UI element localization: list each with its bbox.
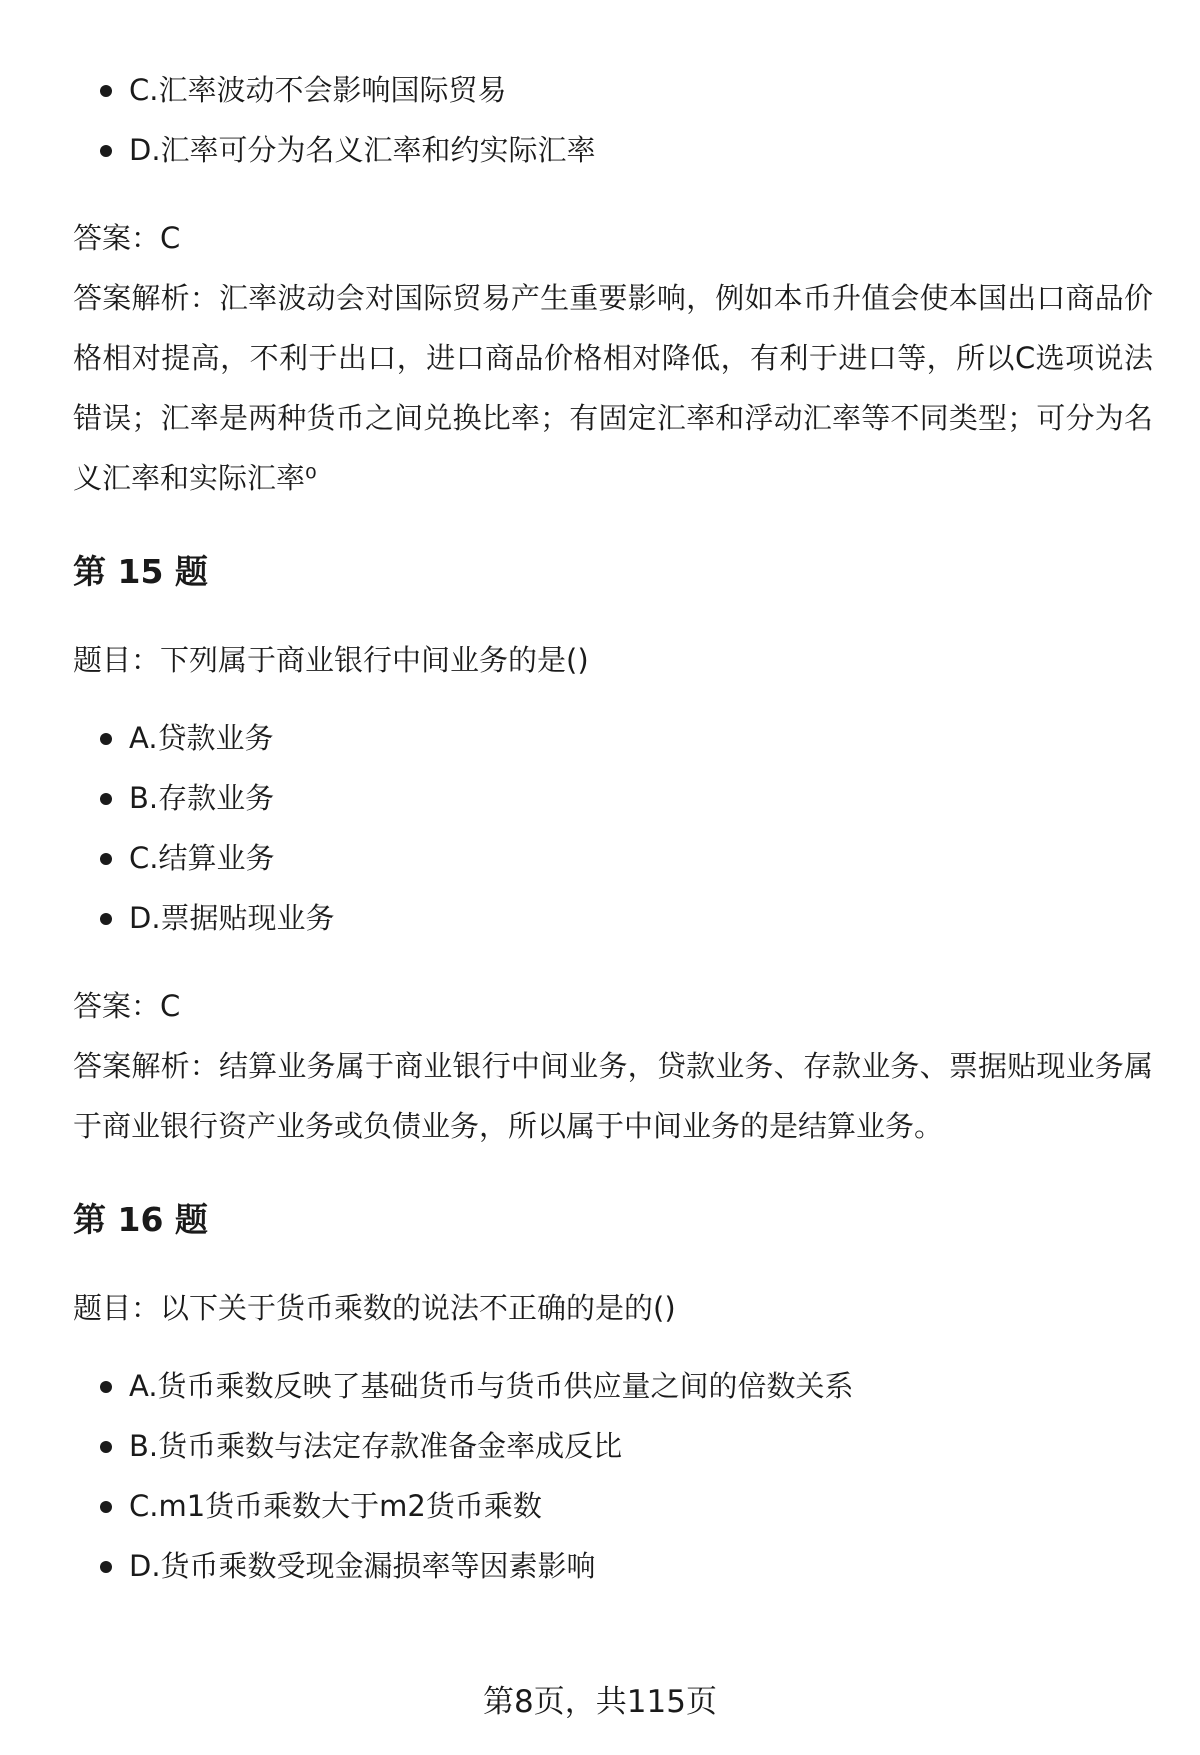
bullet-dot xyxy=(100,1561,112,1573)
option-text: C.m1货币乘数大于m2货币乘数 xyxy=(129,1489,542,1523)
option-text: C.结算业务 xyxy=(129,841,275,875)
bullet-dot xyxy=(100,85,112,97)
option-d xyxy=(73,120,1153,180)
answer: 答案：C xyxy=(73,221,181,255)
answer-analysis: 答案解析：结算业务属于商业银行中间业务，贷款业务、存款业务、票据贴现业务属于商业银行资产业务或负债业务，所以属于中间业务的是结算业务。 xyxy=(73,1049,1153,1143)
question-16 xyxy=(73,1190,1153,1596)
document-page xyxy=(73,64,1153,1596)
question-text: 题目：以下关于货币乘数的说法不正确的是的() xyxy=(73,1291,676,1325)
bullet-dot xyxy=(100,1441,112,1453)
question-16-options xyxy=(73,1356,1153,1596)
bullet-dot xyxy=(100,1501,112,1513)
option-c xyxy=(73,1476,1153,1536)
question-14-options xyxy=(73,60,1153,180)
question-heading: 第 16 题 xyxy=(73,1200,208,1239)
question-text: 题目：下列属于商业银行中间业务的是() xyxy=(73,643,589,677)
option-c xyxy=(73,828,1153,888)
option-c xyxy=(73,60,1153,120)
bullet-dot xyxy=(100,733,112,745)
bullet-dot xyxy=(100,853,112,865)
option-d xyxy=(73,1536,1153,1596)
option-b xyxy=(73,768,1153,828)
option-d xyxy=(73,888,1153,948)
question-heading: 第 15 题 xyxy=(73,552,208,591)
bullet-dot xyxy=(100,1381,112,1393)
option-text: A.货币乘数反映了基础货币与货币供应量之间的倍数关系 xyxy=(129,1369,854,1403)
bullet-dot xyxy=(100,913,112,925)
option-a xyxy=(73,1356,1153,1416)
question-14 xyxy=(73,60,1153,508)
option-b xyxy=(73,1416,1153,1476)
bullet-dot xyxy=(100,793,112,805)
answer-analysis: 答案解析：汇率波动会对国际贸易产生重要影响，例如本币升值会使本国出口商品价格相对提高，不利于出口，进口商品价格相对降低，有利于进口等，所以C选项说法错误；汇率是两种货币之间兑换比率；有固定汇率和浮动汇率等不同类型；可分为名义汇率和实际汇率⁰ xyxy=(73,281,1153,495)
option-a xyxy=(73,708,1153,768)
option-text: C.汇率波动不会影响国际贸易 xyxy=(129,73,507,107)
answer: 答案：C xyxy=(73,989,181,1023)
option-text: D.货币乘数受现金漏损率等因素影响 xyxy=(129,1549,596,1583)
question-15-options xyxy=(73,708,1153,948)
bullet-dot xyxy=(100,145,112,157)
option-text: B.货币乘数与法定存款准备金率成反比 xyxy=(129,1429,623,1463)
option-text: D.汇率可分为名义汇率和约实际汇率 xyxy=(129,133,596,167)
page-footer: 第8页，共115页 xyxy=(483,1684,717,1720)
option-text: B.存款业务 xyxy=(129,781,275,815)
option-text: A.贷款业务 xyxy=(129,721,274,755)
question-15 xyxy=(73,542,1153,1156)
option-text: D.票据贴现业务 xyxy=(129,901,335,935)
